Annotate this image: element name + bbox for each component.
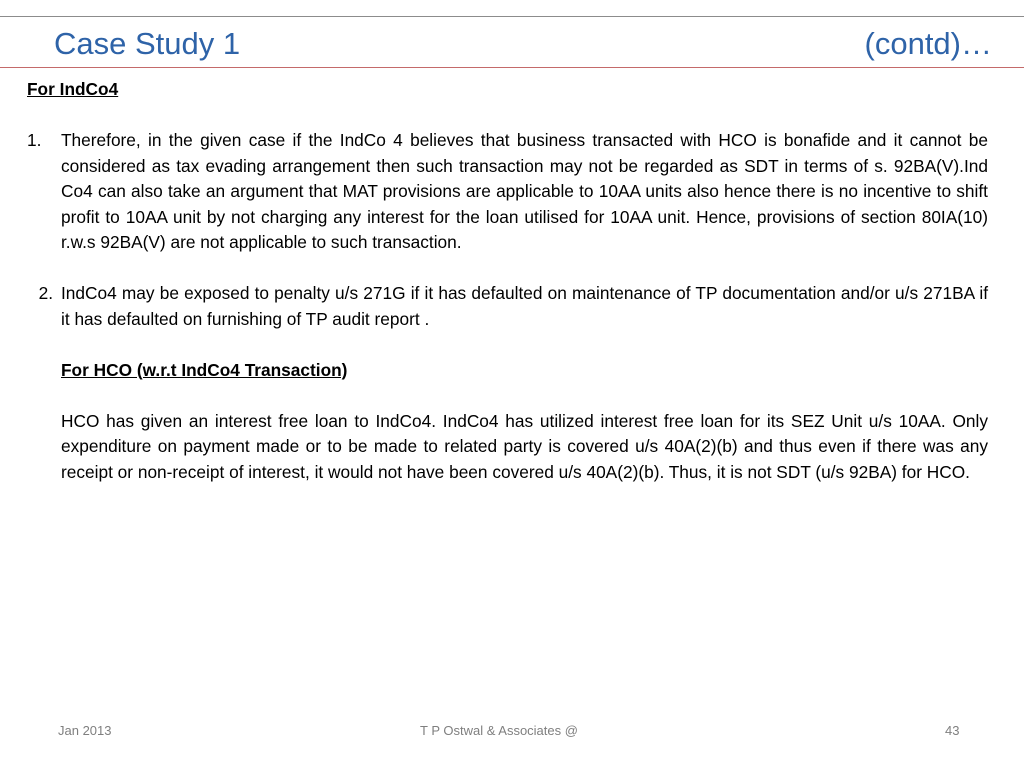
footer-firm: T P Ostwal & Associates @ bbox=[420, 723, 578, 738]
slide-title: Case Study 1 bbox=[54, 26, 241, 61]
list-item-1 bbox=[27, 128, 988, 256]
list-number-1: 1. bbox=[27, 130, 42, 150]
list-text-2: IndCo4 may be exposed to penalty u/s 271G if it has defaulted on maintenance of TP documentation and/or u/s 271BA if it has defaulted on furnishing of TP audit report . bbox=[61, 283, 988, 329]
top-rule bbox=[0, 16, 1024, 17]
slide-body bbox=[27, 77, 988, 485]
title-divider bbox=[0, 67, 1024, 68]
list-text-1: Therefore, in the given case if the IndCo 4 believes that business transacted with HCO is bonafide and it cannot be considered as tax evading arrangement then such transaction may not be regarded as SDT in terms of s. 92BA(V).Ind Co4 can also take an argument that MAT provisions are applicable to 10AA units also hence there is no incentive to shift profit to 10AA unit by not charging any interest for the loan utilised for 10AA unit. Hence, provisions of section 80IA(10) r.w.s 92BA(V) are not applicable to such transaction. bbox=[61, 130, 988, 252]
footer-date: Jan 2013 bbox=[58, 723, 112, 738]
hco-paragraph: HCO has given an interest free loan to IndCo4. IndCo4 has utilized interest free loan for its SEZ Unit u/s 10AA. Only expenditure on payment made or to be made to related party is covered u/s 40A(2)(b) and thus even if there was any receipt or non-receipt of interest, it would not have been covered u/s 40A(2)(b). Thus, it is not SDT (u/s 92BA) for HCO. bbox=[61, 410, 988, 482]
slide-title-continued: (contd)… bbox=[864, 26, 992, 61]
page-number: 43 bbox=[945, 723, 960, 738]
heading-indco4: For IndCo4 bbox=[27, 79, 119, 99]
list-number-2: 2. bbox=[38, 283, 53, 303]
list-item-2 bbox=[27, 281, 988, 332]
heading-hco: For HCO (w.r.t IndCo4 Transaction) bbox=[61, 359, 348, 380]
